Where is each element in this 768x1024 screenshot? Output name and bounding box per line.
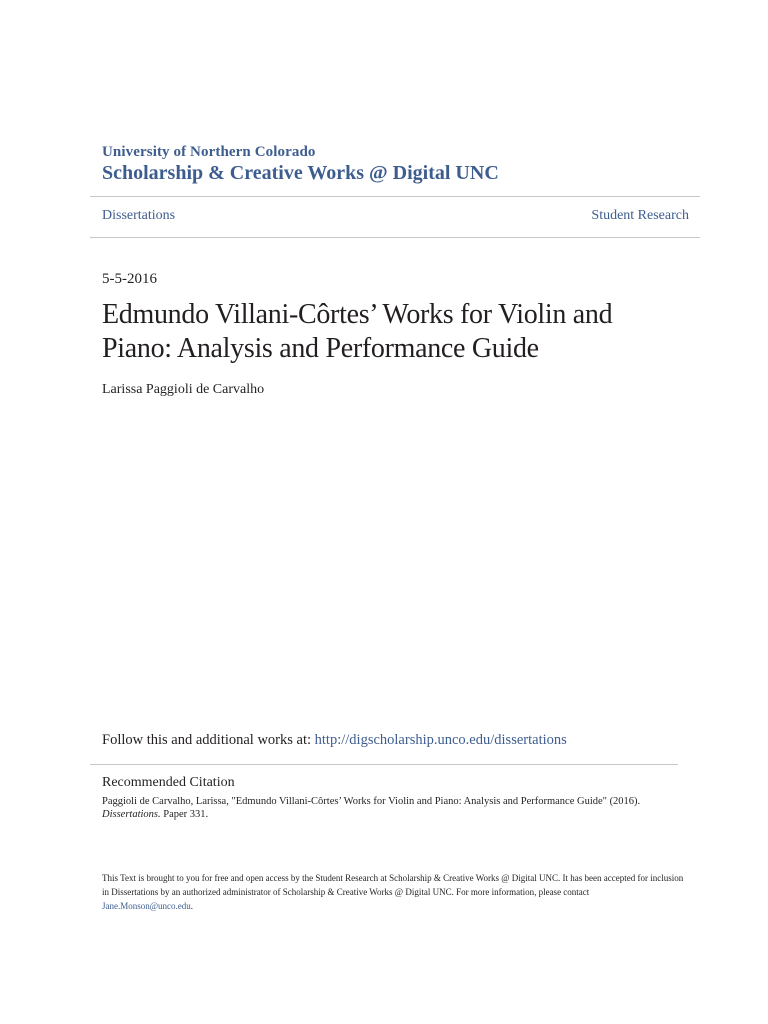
contact-email-suffix: .	[190, 901, 194, 911]
citation-line: Paggioli de Carvalho, Larissa, "Edmundo Villani-Côrtes’ Works for Violin and Piano: Analysis and Performance Guide" (2016).	[102, 796, 641, 807]
student-research-link[interactable]: Student Research	[591, 208, 689, 223]
contact-email-link[interactable]: Jane.Monson@unco.edu	[102, 901, 191, 911]
nav-bottom-divider	[90, 237, 700, 238]
repository-name[interactable]: Scholarship & Creative Works @ Digital UNC	[102, 162, 499, 184]
access-notice-text: This Text is brought to you for free and open access by the Student Research at Scholarship & Creative Works @ Digital UNC. It has been accepted for inclusion in Dissertations by an authorized administrator of Scholarship & Creative Works @ Digital UNC. For more information, please contact	[102, 873, 684, 897]
follow-line	[102, 731, 567, 749]
repository-header	[102, 143, 499, 185]
document-author: Larissa Paggioli de Carvalho	[102, 382, 265, 397]
publication-date: 5-5-2016	[102, 271, 157, 287]
citation-heading: Recommended Citation	[102, 775, 235, 790]
citation-divider	[90, 764, 678, 765]
follow-prefix: Follow this and additional works at:	[102, 732, 312, 748]
citation-series: Dissertations.	[102, 809, 161, 820]
citation-series-line	[102, 808, 682, 821]
institution-name[interactable]: University of Northern Colorado	[102, 144, 316, 160]
dissertations-url-link[interactable]: http://digscholarship.unco.edu/dissertations	[314, 732, 567, 748]
access-notice	[102, 871, 687, 913]
document-title: Edmundo Villani-Côrtes’ Works for Violin and Piano: Analysis and Performance Guide	[102, 299, 613, 364]
nav-top-divider	[90, 196, 700, 197]
citation-paper: Paper 331.	[163, 809, 209, 820]
dissertations-link[interactable]: Dissertations	[102, 208, 176, 223]
citation-body	[102, 795, 682, 821]
